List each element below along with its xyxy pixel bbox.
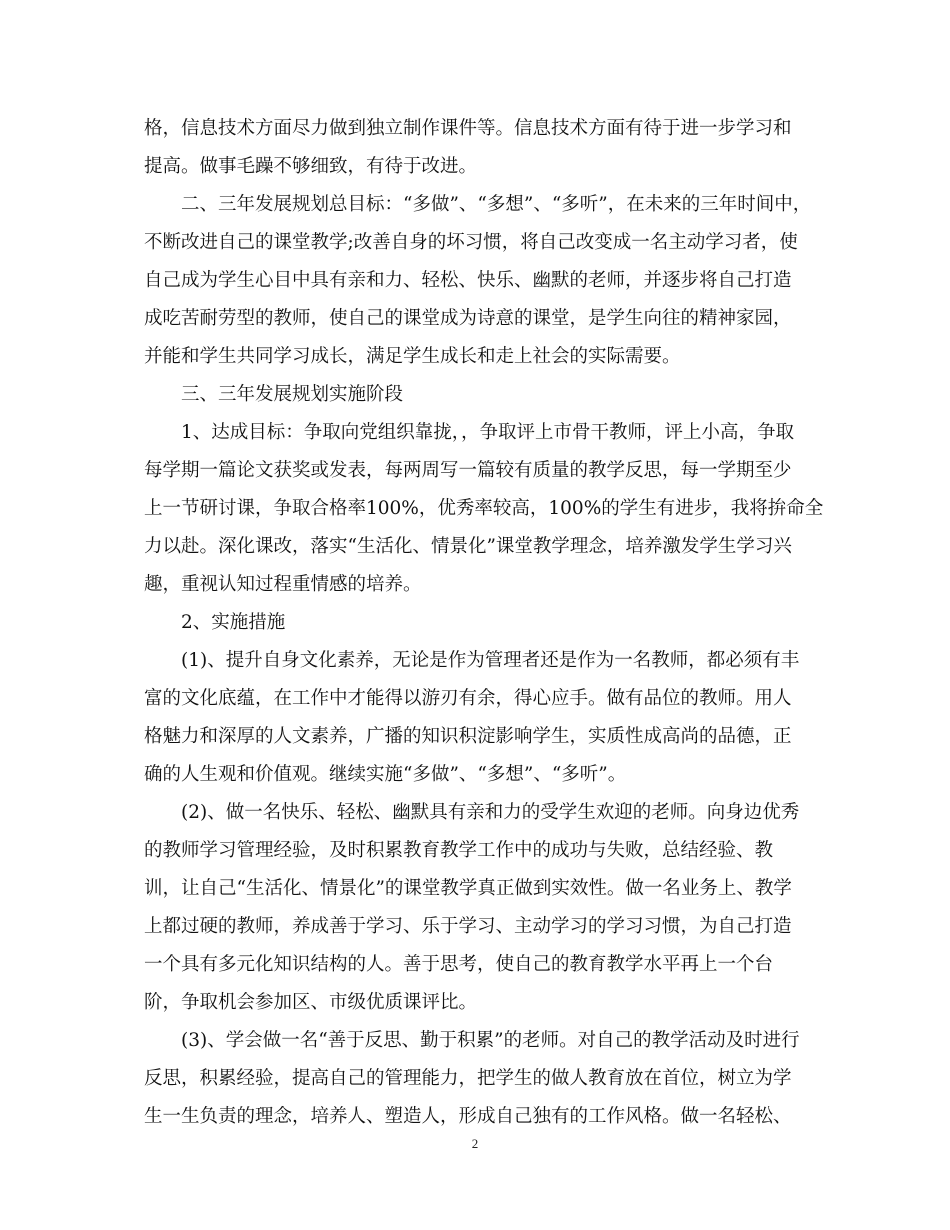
- text-line: 格，信息技术方面尽力做到独立制作课件等。信息技术方面有待于进一步学习和: [144, 118, 792, 139]
- text-line: 阶，争取机会参加区、市级优质课评比。: [144, 992, 478, 1013]
- text-line: (2)、做一名快乐、轻松、幽默具有亲和力的受学生欢迎的老师。向身边优秀: [181, 802, 800, 823]
- text-line: 趣，重视认知过程重情感的培养。: [144, 574, 422, 595]
- page-number: 2: [471, 1136, 479, 1151]
- text-line: 自己成为学生心目中具有亲和力、轻松、快乐、幽默的老师，并逐步将自己打造: [144, 270, 792, 291]
- text-line: 并能和学生共同学习成长，满足学生成长和走上社会的实际需要。: [144, 346, 681, 367]
- text-line: 1、达成目标：争取向党组织靠拢，，争取评上市骨干教师，评上小高，争取: [181, 422, 795, 443]
- text-line: 力以赴。深化课改，落实“生活化、情景化”课堂教学理念，培养激发学生学习兴: [144, 536, 792, 557]
- text-line: 反思，积累经验，提高自己的管理能力，把学生的做人教育放在首位，树立为学: [144, 1068, 792, 1089]
- section-heading-3: 三、三年发展规划实施阶段: [181, 384, 404, 405]
- text-line: 每学期一篇论文获奖或发表，每两周写一篇较有质量的教学反思，每一学期至少: [144, 460, 792, 481]
- text-line: 上一节研讨课，争取合格率100%，优秀率较高，100%的学生有进步，我将拚命全: [144, 498, 824, 519]
- section-heading-2: 二、三年发展规划总目标：“多做”、“多想”、“多听”，在未来的三年时间中，: [181, 194, 812, 215]
- text-line: 确的人生观和价值观。继续实施“多做”、“多想”、“多听”。: [144, 764, 627, 785]
- subsection-heading: 2、实施措施: [181, 612, 286, 633]
- text-line: 的教师学习管理经验，及时积累教育教学工作中的成功与失败，总结经验、教: [144, 840, 774, 861]
- text-line: 一个具有多元化知识结构的人。善于思考，使自己的教育教学水平再上一个台: [144, 954, 774, 975]
- text-line: 格魅力和深厚的人文素养，广播的知识积淀影响学生，实质性成高尚的品德，正: [144, 726, 792, 747]
- text-line: 上都过硬的教师，养成善于学习、乐于学习、主动学习的学习习惯，为自己打造: [144, 916, 792, 937]
- text-line: 富的文化底蕴，在工作中才能得以游刃有余，得心应手。做有品位的教师。用人: [144, 688, 792, 709]
- text-line: 成吃苦耐劳型的教师，使自己的课堂成为诗意的课堂，是学生向往的精神家园，: [144, 308, 792, 329]
- text-line: (3)、学会做一名“善于反思、勤于积累”的老师。对自己的教学活动及时进行: [181, 1030, 800, 1051]
- body-text: [144, 110, 824, 1136]
- text-line: (1)、提升自身文化素养，无论是作为管理者还是作为一名教师，都必须有丰: [181, 650, 800, 671]
- text-line: 生一生负责的理念，培养人、塑造人，形成自己独有的工作风格。做一名轻松、: [144, 1106, 792, 1127]
- text-line: 不断改进自己的课堂教学;改善自身的坏习惯，将自己改变成一名主动学习者，使: [144, 232, 798, 253]
- text-line: 提高。做事毛躁不够细致，有待于改进。: [144, 156, 478, 177]
- text-line: 训，让自己“生活化、情景化”的课堂教学真正做到实效性。做一名业务上、教学: [144, 878, 792, 899]
